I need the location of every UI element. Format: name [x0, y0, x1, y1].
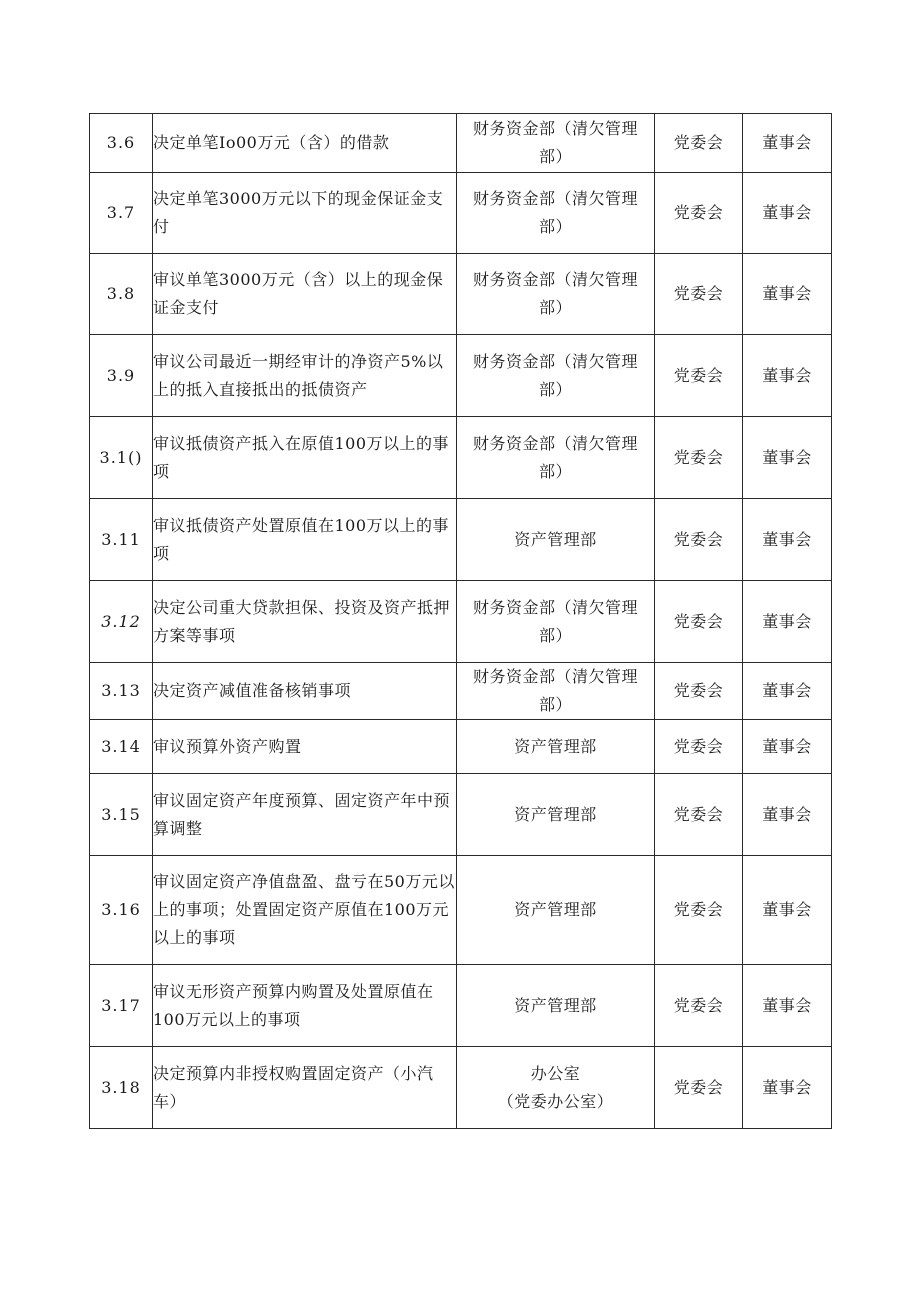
department-line: 资产管理部 [514, 995, 597, 1015]
department-line: 部） [538, 625, 572, 645]
item-description: 决定公司重大贷款担保、投资及资产抵押方案等事项 [153, 581, 457, 663]
item-number: 3.15 [90, 774, 153, 856]
item-number: 3.6 [90, 114, 153, 173]
decision-matrix-table [89, 113, 832, 1129]
responsible-department [457, 417, 655, 499]
item-description: 审议固定资产净值盘盈、盘亏在50万元以上的事项；处置固定资产原值在100万元以上的事项 [153, 856, 457, 965]
board-cell: 董事会 [743, 173, 832, 254]
table-row [90, 581, 832, 663]
responsible-department [457, 774, 655, 856]
department-line: 财务资金部（清欠管理 [472, 270, 638, 289]
board-cell: 董事会 [743, 856, 832, 965]
item-description: 决定单笔3000万元以下的现金保证金支付 [153, 173, 457, 254]
department-line: 财务资金部（清欠管理 [472, 433, 638, 453]
department-line: 部） [538, 461, 572, 481]
item-description: 决定预算内非授权购置固定资产（小汽车） [153, 1047, 457, 1129]
table-row [90, 114, 832, 173]
board-cell: 董事会 [743, 774, 832, 856]
board-cell: 董事会 [743, 499, 832, 581]
board-cell: 董事会 [743, 663, 832, 720]
department-line: 财务资金部（清欠管理 [472, 189, 638, 208]
department-line: 部） [538, 298, 572, 317]
party-committee-cell: 党委会 [655, 663, 743, 720]
board-cell: 董事会 [743, 965, 832, 1047]
department-line: 财务资金部（清欠管理 [472, 119, 638, 138]
table-row [90, 499, 832, 581]
item-number: 3.8 [90, 254, 153, 335]
board-cell: 董事会 [743, 1047, 832, 1129]
item-description: 审议预算外资产购置 [153, 720, 457, 774]
party-committee-cell: 党委会 [655, 774, 743, 856]
department-line: 财务资金部（清欠管理 [472, 667, 638, 686]
table-row [90, 856, 832, 965]
table-row [90, 720, 832, 774]
party-committee-cell: 党委会 [655, 417, 743, 499]
board-cell: 董事会 [743, 417, 832, 499]
department-line: （党委办公室） [497, 1091, 614, 1111]
item-number: 3.13 [90, 663, 153, 720]
item-number: 3.7 [90, 173, 153, 254]
party-committee-cell: 党委会 [655, 173, 743, 254]
party-committee-cell: 党委会 [655, 114, 743, 173]
responsible-department [457, 581, 655, 663]
department-line: 财务资金部（清欠管理 [472, 351, 638, 371]
board-cell: 董事会 [743, 581, 832, 663]
party-committee-cell: 党委会 [655, 720, 743, 774]
responsible-department [457, 114, 655, 173]
party-committee-cell: 党委会 [655, 499, 743, 581]
responsible-department [457, 335, 655, 417]
table-row [90, 173, 832, 254]
department-line: 资产管理部 [514, 529, 597, 549]
table-row [90, 417, 832, 499]
party-committee-cell: 党委会 [655, 335, 743, 417]
department-line: 办公室 [530, 1063, 581, 1083]
item-number: 3.12 [90, 581, 153, 663]
table-row [90, 965, 832, 1047]
item-description: 审议固定资产年度预算、固定资产年中预算调整 [153, 774, 457, 856]
party-committee-cell: 党委会 [655, 856, 743, 965]
item-description: 决定资产减值准备核销事项 [153, 663, 457, 720]
department-line: 财务资金部（清欠管理 [472, 597, 638, 617]
party-committee-cell: 党委会 [655, 254, 743, 335]
party-committee-cell: 党委会 [655, 965, 743, 1047]
department-line: 部） [538, 147, 572, 166]
item-description: 审议无形资产预算内购置及处置原值在100万元以上的事项 [153, 965, 457, 1047]
department-line: 部） [538, 379, 572, 399]
item-number: 3.14 [90, 720, 153, 774]
department-line: 部） [538, 695, 572, 714]
board-cell: 董事会 [743, 335, 832, 417]
board-cell: 董事会 [743, 254, 832, 335]
item-description: 审议抵债资产处置原值在100万以上的事项 [153, 499, 457, 581]
responsible-department [457, 965, 655, 1047]
item-number: 3.17 [90, 965, 153, 1047]
responsible-department [457, 254, 655, 335]
department-line: 资产管理部 [514, 736, 597, 756]
item-description: 审议单笔3000万元（含）以上的现金保证金支付 [153, 254, 457, 335]
department-line: 资产管理部 [514, 804, 597, 824]
responsible-department [457, 1047, 655, 1129]
board-cell: 董事会 [743, 720, 832, 774]
item-description: 审议公司最近一期经审计的净资产5%以上的抵入直接抵出的抵债资产 [153, 335, 457, 417]
responsible-department [457, 720, 655, 774]
item-description: 审议抵债资产抵入在原值100万以上的事项 [153, 417, 457, 499]
department-line: 部） [538, 217, 572, 236]
item-number: 3.11 [90, 499, 153, 581]
table-row [90, 335, 832, 417]
responsible-department [457, 663, 655, 720]
item-number: 3.18 [90, 1047, 153, 1129]
table-row [90, 663, 832, 720]
item-number: 3.9 [90, 335, 153, 417]
responsible-department [457, 856, 655, 965]
party-committee-cell: 党委会 [655, 581, 743, 663]
table-row [90, 254, 832, 335]
table-row [90, 774, 832, 856]
party-committee-cell: 党委会 [655, 1047, 743, 1129]
item-description: 决定单笔Io00万元（含）的借款 [153, 114, 457, 173]
department-line: 资产管理部 [514, 900, 597, 919]
responsible-department [457, 173, 655, 254]
item-number: 3.16 [90, 856, 153, 965]
table-row [90, 1047, 832, 1129]
responsible-department [457, 499, 655, 581]
item-number: 3.1() [90, 417, 153, 499]
board-cell: 董事会 [743, 114, 832, 173]
